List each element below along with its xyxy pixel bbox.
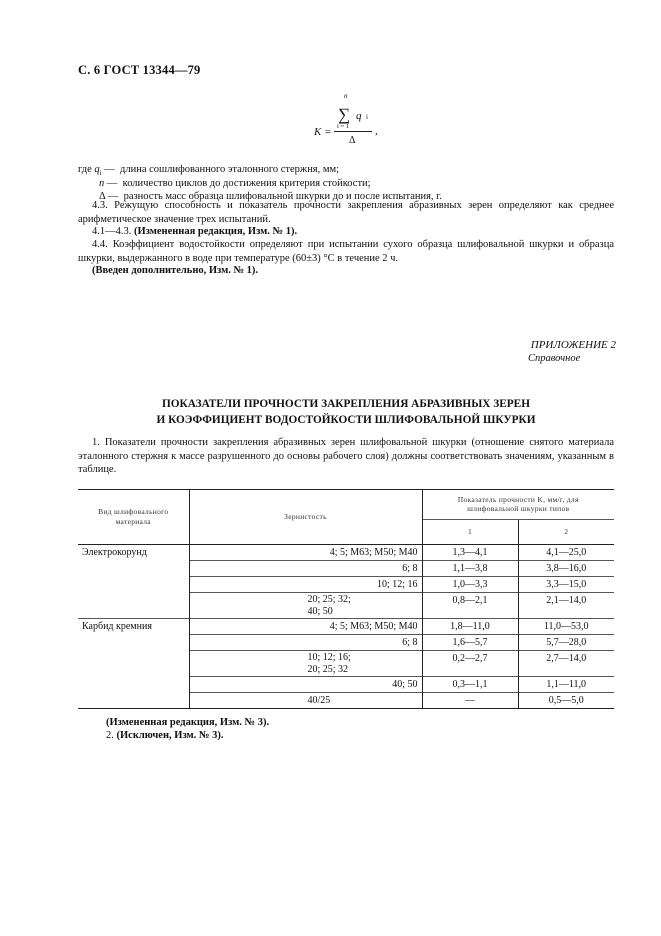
type2-cell: 3,3—15,0 — [518, 577, 614, 593]
appendix-label: ПРИЛОЖЕНИЕ 2 — [530, 339, 616, 351]
formula-q-subscript: i — [366, 113, 368, 121]
formula-comma: , — [375, 125, 378, 137]
grit-cell: 40/25 — [189, 693, 422, 709]
type2-cell: 11,0—53,0 — [518, 619, 614, 635]
type1-cell: — — [422, 693, 518, 709]
grit-cell: 10; 12; 16; 20; 25; 32 — [189, 651, 422, 677]
appendix-type: Справочное — [528, 353, 581, 364]
paragraph-2: 2. (Исключен, Изм. № 3). — [106, 730, 224, 741]
paragraph-4-1-note: 4.1—4.3. (Измененная редакция, Изм. № 1). — [92, 226, 298, 237]
type1-cell: 0,2—2,7 — [422, 651, 518, 677]
grit-cell: 4; 5; М63; М50; М40 — [189, 545, 422, 561]
formula-upper-limit: n — [344, 92, 348, 100]
strength-table — [78, 489, 614, 709]
grit-cell: 4; 5; М63; М50; М40 — [189, 619, 422, 635]
type2-cell: 3,8—16,0 — [518, 561, 614, 577]
type2-cell: 0,5—5,0 — [518, 693, 614, 709]
amendment-note: (Измененная редакция, Изм. № 3). — [106, 717, 270, 728]
header-strength: Показатель прочности K, мм/г, для шлифовальной шкурки типов — [422, 490, 614, 520]
paragraph-1: 1. Показатели прочности закрепления абразивных зерен шлифовальной шкурки (отношение снятого материала эталонного стержня к массе разрушенного до основы рабочего слоя) должны соответствовать значениям, указанным в таблице. — [78, 437, 614, 476]
type1-cell: 1,3—4,1 — [422, 545, 518, 561]
type1-cell: 1,0—3,3 — [422, 577, 518, 593]
definition-row: n — количество циклов до достижения критерия стойкости; — [99, 177, 371, 189]
type1-cell: 1,6—5,7 — [422, 635, 518, 651]
paragraph-4-4-note: (Введен дополнительно, Изм. № 1). — [92, 265, 259, 276]
type2-cell: 2,7—14,0 — [518, 651, 614, 677]
appendix-title: ПОКАЗАТЕЛИ ПРОЧНОСТИ ЗАКРЕПЛЕНИЯ АБРАЗИВНЫХ ЗЕРЕН И КОЭФФИЦИЕНТ ВОДОСТОЙКОСТИ ШЛИФОВАЛЬНОЙ ШКУРКИ — [156, 398, 536, 427]
page-header: С. 6 ГОСТ 13344—79 — [78, 63, 201, 77]
formula-denominator: Δ — [349, 135, 356, 146]
paragraph-4-3: 4.3. Режущую способность и показатель прочности закрепления абразивных зерен определяют как среднее арифметическое значение трех испытаний. — [78, 200, 614, 225]
header-type-2: 2 — [518, 519, 614, 544]
type1-cell: 1,1—3,8 — [422, 561, 518, 577]
table-row — [78, 545, 614, 561]
type1-cell: 1,8—11,0 — [422, 619, 518, 635]
definition-row: где $q_i$ — длина сошлифованного эталонного стержня, мм; — [78, 164, 340, 178]
grit-cell: 20; 25; 32; 40; 50 — [189, 593, 422, 619]
type1-cell: 0,3—1,1 — [422, 677, 518, 693]
formula-lhs: K = — [314, 126, 332, 138]
header-material: Вид шлифовального материала — [78, 490, 189, 545]
type2-cell: 4,1—25,0 — [518, 545, 614, 561]
grit-cell: 10; 12; 16 — [189, 577, 422, 593]
table-row — [78, 619, 614, 635]
type2-cell: 5,7—28,0 — [518, 635, 614, 651]
type1-cell: 0,8—2,1 — [422, 593, 518, 619]
formula — [300, 92, 420, 154]
grit-cell: 6; 8 — [189, 635, 422, 651]
paragraph-4-4: 4.4. Коэффициент водостойкости определяют при испытании сухого образца шлифовальной шкурки и образца шкурки, выдержанного в воде при температуре (60±3) °С в течение 2 ч. — [78, 239, 614, 264]
grit-cell: 40; 50 — [189, 677, 422, 693]
header-grit: Зернистость — [189, 490, 422, 545]
type2-cell: 2,1—14,0 — [518, 593, 614, 619]
fraction-bar — [334, 131, 372, 132]
material-cell: Карбид кремния — [78, 619, 189, 709]
sigma-symbol: ∑ — [338, 105, 351, 124]
formula-lower-limit: i = 1 — [337, 123, 349, 130]
formula-q: q — [356, 110, 362, 122]
definition-row: Δ — разность масс образца шлифовальной шкурки до и после испытания, г. — [99, 191, 442, 202]
type2-cell: 1,1—11,0 — [518, 677, 614, 693]
header-type-1: 1 — [422, 519, 518, 544]
material-cell: Электрокорунд — [82, 547, 147, 558]
grit-cell: 6; 8 — [189, 561, 422, 577]
formula-definitions — [78, 163, 618, 204]
